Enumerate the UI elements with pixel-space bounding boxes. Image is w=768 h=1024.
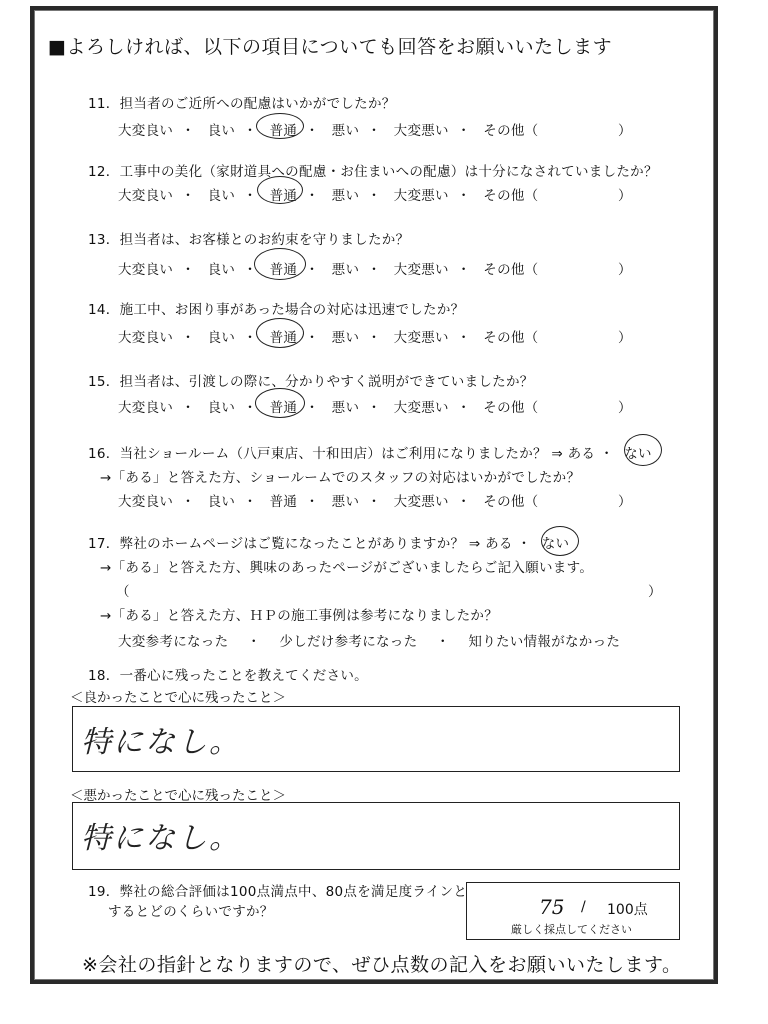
option-very-bad[interactable]: 大変悪い <box>393 262 449 278</box>
question-15: 15．担当者は、引渡しの際に、分かりやすく説明ができていましたか？ <box>88 374 534 390</box>
score-handwritten: 75 <box>539 895 565 919</box>
option-very-bad[interactable]: 大変悪い <box>393 123 449 139</box>
selected-circle-15 <box>255 388 305 418</box>
rating-row-12: 大変良い ・ 良い ・ 普通 ・ 悪い ・ 大変悪い ・ その他（ <box>118 188 539 204</box>
rating-row-15: 大変良い ・ 良い ・ 普通 ・ 悪い ・ 大変悪い ・ その他（ <box>118 400 539 416</box>
option-average[interactable]: 普通 <box>269 123 298 139</box>
option-very-helpful[interactable]: 大変参考になった <box>118 634 229 650</box>
question-16-text: 16．当社ショールーム（八戸東店、十和田店）はご利用になりましたか？ ⇒ ある ・ <box>88 446 614 462</box>
q17-paren-close: ） <box>648 584 662 600</box>
question-19-line-2: するとどのくらいですか？ <box>108 904 274 920</box>
score-box[interactable] <box>466 882 680 940</box>
question-12: 12．工事中の美化（家財道具への配慮・お住まいへの配慮）は十分になされていましたか？ <box>88 164 658 180</box>
other-paren-close: ） <box>618 400 632 416</box>
option-other[interactable]: その他（ <box>483 494 539 510</box>
rating-row-11: 大変良い ・ 良い ・ 普通 ・ 悪い ・ 大変悪い ・ その他（ <box>118 123 539 139</box>
option-good[interactable]: 良い <box>207 188 236 204</box>
option-separator: ・ <box>436 634 450 650</box>
other-paren-close: ） <box>618 262 632 278</box>
option-not-found[interactable]: 知りたい情報がなかった <box>468 634 621 650</box>
q17-followup-1: →「ある」と答えた方、興味のあったページがございましたらご記入願います。 <box>100 560 594 576</box>
score-slash: / <box>581 899 586 915</box>
question-18: 18．一番心に残ったことを教えてください。 <box>88 668 368 684</box>
selected-circle-17 <box>541 526 579 556</box>
score-note: 厳しく採点してください <box>511 923 632 936</box>
other-paren-close: ） <box>618 330 632 346</box>
question-14: 14．施工中、お困り事があった場合の対応は迅速でしたか？ <box>88 302 465 318</box>
good-memory-label: ＜良かったことで心に残ったこと＞ <box>70 690 286 706</box>
option-very-bad[interactable]: 大変悪い <box>393 494 449 510</box>
option-average[interactable]: 普通 <box>269 494 298 510</box>
question-11: 11．担当者のご近所への配慮はいかがでしたか？ <box>88 96 396 112</box>
selected-circle-13 <box>254 248 306 280</box>
answer-nai-16[interactable]: ない <box>624 446 652 462</box>
option-very-bad[interactable]: 大変悪い <box>393 188 449 204</box>
rating-row-16: 大変良い ・ 良い ・ 普通 ・ 悪い ・ 大変悪い ・ その他（ <box>118 494 539 510</box>
question-19-line-1: 19．弊社の総合評価は100点満点中、80点を満足度ラインと <box>88 884 468 900</box>
option-good[interactable]: 良い <box>207 330 236 346</box>
option-bad[interactable]: 悪い <box>331 188 360 204</box>
option-other[interactable]: その他（ <box>483 330 539 346</box>
option-good[interactable]: 良い <box>207 123 236 139</box>
option-bad[interactable]: 悪い <box>331 400 360 416</box>
other-paren-close: ） <box>618 188 632 204</box>
option-other[interactable]: その他（ <box>483 188 539 204</box>
bad-memory-handwriting: 特になし。 <box>81 821 241 856</box>
option-very-good[interactable]: 大変良い <box>118 188 174 204</box>
question-13: 13．担当者は、お客様とのお約束を守りましたか？ <box>88 232 410 248</box>
option-good[interactable]: 良い <box>207 400 236 416</box>
option-very-bad[interactable]: 大変悪い <box>393 330 449 346</box>
option-good[interactable]: 良い <box>207 494 236 510</box>
bad-memory-label: ＜悪かったことで心に残ったこと＞ <box>70 788 286 804</box>
score-max: 100点 <box>607 902 648 918</box>
rating-row-13: 大変良い ・ 良い ・ 普通 ・ 悪い ・ 大変悪い ・ その他（ <box>118 262 539 278</box>
answer-nai-17[interactable]: ない <box>541 536 570 552</box>
rating-row-14: 大変良い ・ 良い ・ 普通 ・ 悪い ・ 大変悪い ・ その他（ <box>118 330 539 346</box>
q17-followup-2: →「ある」と答えた方、ＨＰの施工事例は参考になりましたか？ <box>100 608 499 624</box>
option-somewhat-helpful[interactable]: 少しだけ参考になった <box>279 634 418 650</box>
option-very-good[interactable]: 大変良い <box>118 494 174 510</box>
option-very-bad[interactable]: 大変悪い <box>393 400 449 416</box>
bad-memory-box[interactable] <box>72 802 680 870</box>
option-bad[interactable]: 悪い <box>331 494 360 510</box>
good-memory-handwriting: 特になし。 <box>81 725 241 760</box>
section-heading: ■よろしければ、以下の項目についても回答をお願いいたします <box>48 36 613 58</box>
option-average[interactable]: 普通 <box>269 330 298 346</box>
selected-circle-11 <box>256 113 304 139</box>
option-average[interactable]: 普通 <box>269 400 298 416</box>
option-bad[interactable]: 悪い <box>331 262 360 278</box>
option-other[interactable]: その他（ <box>483 262 539 278</box>
option-very-good[interactable]: 大変良い <box>118 123 174 139</box>
option-very-good[interactable]: 大変良い <box>118 400 174 416</box>
option-good[interactable]: 良い <box>207 262 236 278</box>
q16-followup: →「ある」と答えた方、ショールームでのスタッフの対応はいかがでしたか？ <box>100 470 581 486</box>
q17-paren-open: （ <box>116 584 130 600</box>
other-paren-close: ） <box>618 494 632 510</box>
option-bad[interactable]: 悪い <box>331 123 360 139</box>
question-16 <box>88 442 652 462</box>
footer-note: ※会社の指針となりますので、ぜひ点数の記入をお願いいたします。 <box>82 954 682 976</box>
option-other[interactable]: その他（ <box>483 123 539 139</box>
option-bad[interactable]: 悪い <box>331 330 360 346</box>
q17-options-row <box>118 630 620 650</box>
option-very-good[interactable]: 大変良い <box>118 262 174 278</box>
other-paren-close: ） <box>618 123 632 139</box>
selected-circle-14 <box>256 318 304 348</box>
good-memory-box[interactable] <box>72 706 680 772</box>
question-17-text: 17．弊社のホームページはご覧になったことがありますか？ ⇒ ある ・ <box>88 536 532 552</box>
selected-circle-16 <box>624 434 662 466</box>
question-17 <box>88 532 569 552</box>
option-other[interactable]: その他（ <box>483 400 539 416</box>
option-very-good[interactable]: 大変良い <box>118 330 174 346</box>
selected-circle-12 <box>257 176 303 204</box>
option-average[interactable]: 普通 <box>269 262 298 278</box>
option-separator: ・ <box>247 634 261 650</box>
option-average[interactable]: 普通 <box>269 188 298 204</box>
